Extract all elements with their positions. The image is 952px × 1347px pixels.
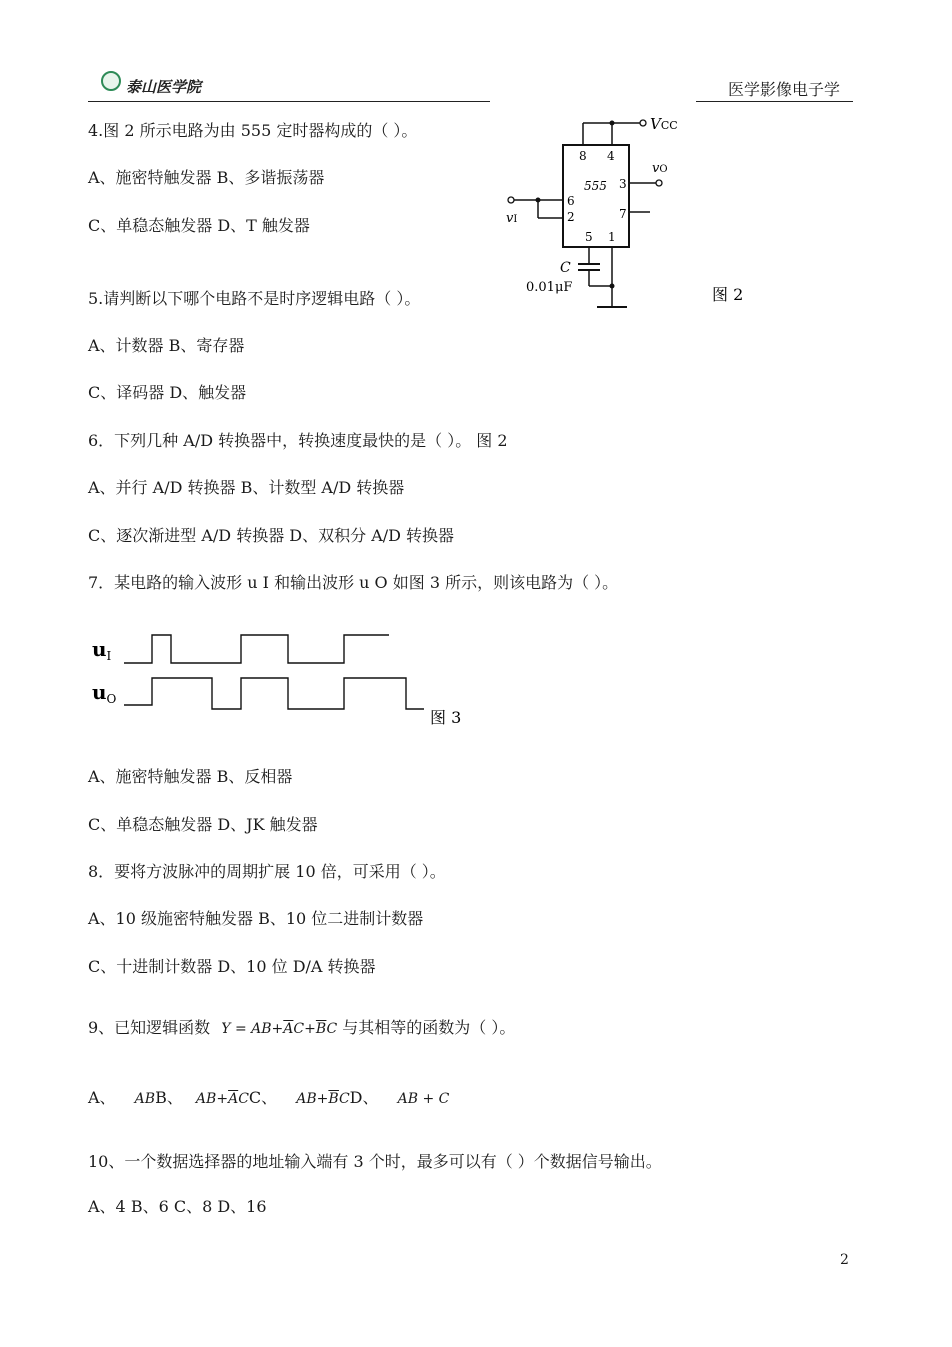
question-9-option-b-expr: $AB+\overline{A}C$ xyxy=(195,1091,249,1107)
uo-label: $u_O$ xyxy=(92,680,117,706)
question-4-stem: 4.图 2 所示电路为由 555 定时器构成的（ ）。 xyxy=(88,121,418,140)
question-9-option-d-expr: AB + C xyxy=(397,1091,450,1107)
question-10-stem: 10、一个数据选择器的地址输入端有 3 个时，最多可以有（ ）个数据信号输出。 xyxy=(88,1152,662,1171)
pin-6-label: 6 xyxy=(567,194,575,208)
institution-logo-icon xyxy=(101,71,121,91)
figure-3-caption: 图 3 xyxy=(430,708,462,727)
vcc-terminal-icon xyxy=(640,120,646,126)
chip-555-label: 555 xyxy=(584,179,607,193)
pin-1-label: 1 xyxy=(608,230,616,244)
question-9-function: $Y = AB+\overline{A}C+\overline{B}C$ xyxy=(221,1021,338,1037)
course-title: 医学影像电子学 xyxy=(728,80,841,99)
pin-7-label: 7 xyxy=(619,207,627,221)
pin-4-label: 4 xyxy=(607,149,615,163)
question-7-option-cd: C、单稳态触发器 D、JK 触发器 xyxy=(88,815,318,834)
pin-8-label: 8 xyxy=(579,149,587,163)
ui-label: $u_I$ xyxy=(92,637,112,663)
vi-terminal-icon xyxy=(508,197,514,203)
question-9-option-a-expr: AB xyxy=(134,1091,156,1107)
question-8-stem: 8．要将方波脉冲的周期扩展 10 倍，可采用（ ）。 xyxy=(88,862,446,881)
question-7-option-ab: A、施密特触发器 B、反相器 xyxy=(88,767,293,786)
pin-5-label: 5 xyxy=(585,230,593,244)
question-5-option-cd: C、译码器 D、触发器 xyxy=(88,383,247,402)
question-4-option-cd: C、单稳态触发器 D、T 触发器 xyxy=(88,216,310,235)
question-9-stem-suffix: 与其相等的函数为（ ）。 xyxy=(342,1018,516,1037)
question-9-stem-prefix: 9、已知逻辑函数 xyxy=(88,1018,211,1037)
header-rule-left xyxy=(88,101,490,102)
question-5-option-ab: A、计数器 B、寄存器 xyxy=(88,336,245,355)
figure-2-caption: 图 2 xyxy=(712,285,744,304)
question-7-stem: 7．某电路的输入波形 u I 和输出波形 u O 如图 3 所示，则该电路为（ ）。 xyxy=(88,573,619,592)
vcc-label: VCC xyxy=(650,115,678,133)
header-rule-right xyxy=(696,101,853,102)
question-6-option-cd: C、逐次渐进型 A/D 转换器 D、双积分 A/D 转换器 xyxy=(88,526,455,545)
question-9-options: A、 ABB、 $AB+\overline{A}CC$、 $AB+\overline{B}CD$、 AB + C xyxy=(88,1088,450,1107)
page-number: 2 xyxy=(840,1252,849,1268)
question-6-option-ab: A、并行 A/D 转换器 B、计数型 A/D 转换器 xyxy=(88,478,405,497)
capacitor-value: 0.01μF xyxy=(526,280,573,295)
question-8-option-cd: C、十进制计数器 D、10 位 D/A 转换器 xyxy=(88,957,376,976)
question-4-option-ab: A、施密特触发器 B、多谐振荡器 xyxy=(88,168,325,187)
figure-3-waveforms xyxy=(86,625,476,735)
vi-label: vI xyxy=(506,211,518,226)
pin-2-label: 2 xyxy=(567,210,575,224)
institution-name: 泰山医学院 xyxy=(126,78,202,96)
question-8-option-ab: A、10 级施密特触发器 B、10 位二进制计数器 xyxy=(88,909,424,928)
capacitor-label: C xyxy=(560,260,571,276)
vo-label: vO xyxy=(652,161,668,176)
vo-terminal-icon xyxy=(656,180,662,186)
pin-3-label: 3 xyxy=(619,177,627,191)
question-6-stem: 6．下列几种 A/D 转换器中，转换速度最快的是（ ）。 图 2 xyxy=(88,431,508,450)
question-9-option-c-expr: $AB+\overline{B}C$ xyxy=(296,1091,350,1107)
question-9-stem xyxy=(88,1015,515,1038)
uo-waveform xyxy=(124,678,424,709)
ui-waveform xyxy=(124,635,389,663)
question-5-stem: 5.请判断以下哪个电路不是时序逻辑电路（ ）。 xyxy=(88,289,421,308)
figure-2-circuit xyxy=(500,108,750,313)
question-10-options: A、4 B、6 C、8 D、16 xyxy=(88,1197,267,1216)
